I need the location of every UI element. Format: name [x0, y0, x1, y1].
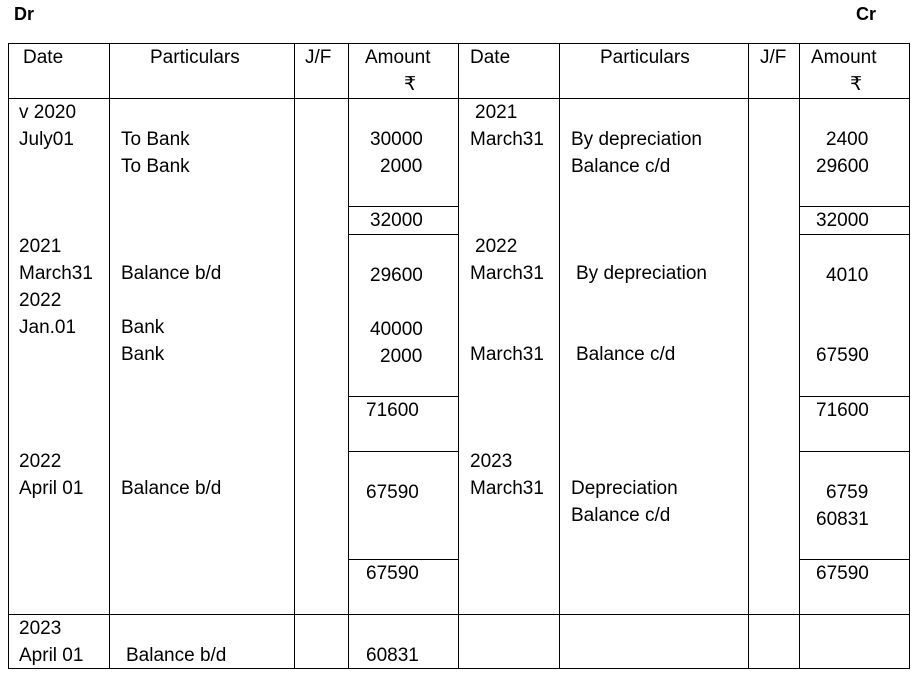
column-divider — [458, 43, 459, 669]
column-divider — [109, 43, 110, 669]
entry-amount: 2000 — [380, 156, 423, 177]
header-particulars: Particulars — [150, 47, 240, 68]
entry-date: April 01 — [19, 645, 84, 666]
entry-amount: 2400 — [826, 129, 869, 150]
entry-date: March31 — [470, 129, 544, 150]
entry-particulars: To Bank — [121, 156, 190, 177]
entry-total: 71600 — [816, 400, 869, 421]
entry-total: 32000 — [370, 210, 423, 231]
entry-year: 2023 — [470, 451, 513, 472]
column-divider — [909, 43, 910, 669]
entry-particulars: To Bank — [121, 129, 190, 150]
entry-year: 2021 — [475, 102, 518, 123]
entry-amount: 67590 — [366, 482, 419, 503]
entry-amount: 60831 — [816, 509, 869, 530]
header-currency: ₹ — [404, 74, 417, 95]
header-currency: ₹ — [850, 74, 863, 95]
column-divider — [799, 43, 800, 669]
section-divider — [8, 614, 910, 615]
entry-year: 2023 — [19, 618, 62, 639]
entry-particulars: Balance b/d — [121, 263, 222, 284]
entry-amount: 29600 — [816, 156, 869, 177]
entry-total: 71600 — [366, 400, 419, 421]
entry-amount: 29600 — [370, 265, 423, 286]
entry-amount: 6759 — [826, 482, 869, 503]
entry-total: 67590 — [366, 563, 419, 584]
credit-side-label: Cr — [856, 4, 877, 24]
column-divider — [348, 43, 349, 669]
entry-date: March31 — [470, 478, 544, 499]
entry-total: 67590 — [816, 563, 869, 584]
column-divider — [294, 43, 295, 669]
column-divider — [8, 43, 9, 669]
entry-total: 32000 — [816, 210, 869, 231]
header-jf: J/F — [305, 47, 332, 68]
total-rule — [348, 451, 459, 452]
entry-year: 2022 — [19, 290, 62, 311]
entry-date: April 01 — [19, 478, 84, 499]
entry-amount: 40000 — [370, 319, 423, 340]
header-amount: Amount — [811, 47, 877, 68]
header-date: Date — [470, 47, 511, 68]
column-divider — [559, 43, 560, 669]
header-bottom-border — [8, 98, 910, 99]
entry-year: 2022 — [475, 236, 518, 257]
entry-date: March31 — [19, 263, 93, 284]
entry-date: March31 — [470, 263, 544, 284]
total-rule — [348, 234, 459, 235]
entry-particulars: Balance c/d — [576, 344, 676, 365]
column-divider — [748, 43, 749, 669]
entry-particulars: Balance b/d — [126, 645, 227, 666]
entry-particulars: Depreciation — [571, 478, 678, 499]
header-date: Date — [23, 47, 64, 68]
entry-year: 2022 — [19, 451, 62, 472]
entry-particulars: Balance c/d — [571, 156, 671, 177]
entry-year: 2021 — [19, 236, 62, 257]
header-jf: J/F — [760, 47, 787, 68]
entry-date: Jan.01 — [19, 317, 77, 338]
entry-amount: 60831 — [366, 645, 419, 666]
entry-amount: 30000 — [370, 129, 423, 150]
header-particulars: Particulars — [600, 47, 690, 68]
entry-particulars: Bank — [121, 344, 165, 365]
entry-date: March31 — [470, 344, 544, 365]
entry-particulars: By depreciation — [576, 263, 707, 284]
entry-amount: 4010 — [826, 265, 869, 286]
total-rule — [799, 234, 910, 235]
header-amount: Amount — [365, 47, 431, 68]
entry-particulars: Bank — [121, 317, 165, 338]
total-rule — [799, 451, 910, 452]
entry-amount: 2000 — [380, 346, 423, 367]
debit-side-label: Dr — [14, 4, 35, 24]
entry-particulars: Balance c/d — [571, 505, 671, 526]
entry-particulars: Balance b/d — [121, 478, 222, 499]
entry-particulars: By depreciation — [571, 129, 702, 150]
entry-date: July01 — [19, 129, 74, 150]
entry-amount: 67590 — [816, 345, 869, 366]
entry-year: v 2020 — [19, 102, 77, 123]
